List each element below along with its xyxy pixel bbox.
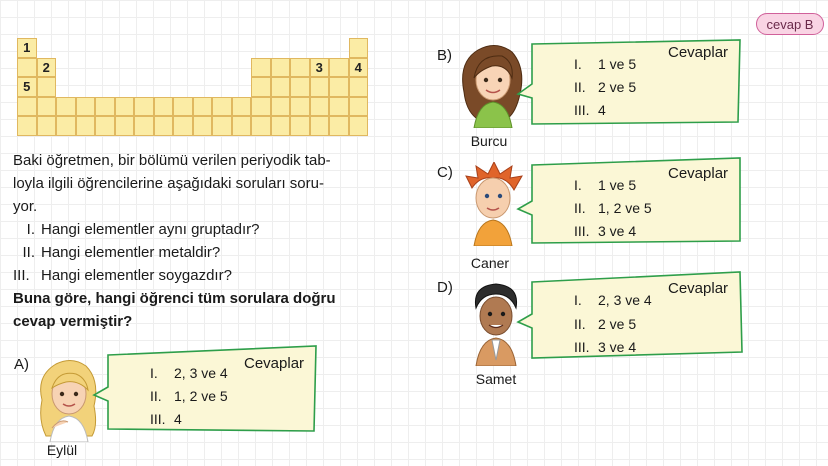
answer-numeral: III. <box>574 102 590 118</box>
bubble-title: Cevaplar <box>244 355 305 372</box>
element-cell <box>349 116 369 136</box>
intro-line: yor. <box>13 198 38 215</box>
element-cell <box>17 58 37 78</box>
answer-text: 1, 2 ve 5 <box>598 200 652 216</box>
element-cell <box>37 97 57 117</box>
answer-text: 1, 2 ve 5 <box>174 388 228 404</box>
element-cell <box>271 97 291 117</box>
answer-row <box>574 79 636 95</box>
question-item <box>13 264 383 287</box>
answer-text: 4 <box>598 102 606 118</box>
answer-numeral: III. <box>574 223 590 239</box>
answer-row <box>150 365 228 381</box>
option-letter-b[interactable]: B) <box>437 47 452 64</box>
answer-row <box>574 102 606 118</box>
element-cell <box>134 97 154 117</box>
answer-numeral: III. <box>574 339 590 355</box>
answer-text: 2, 3 ve 4 <box>174 365 228 381</box>
answer-row <box>574 56 636 72</box>
answer-row <box>574 200 652 216</box>
answer-text: 1 ve 5 <box>598 177 637 193</box>
element-cell <box>115 116 135 136</box>
item-numeral: III. <box>13 267 30 284</box>
periodic-table <box>17 38 368 136</box>
prompt-line: Buna göre, hangi öğrenci tüm sorulara doğru <box>13 290 336 307</box>
student-name-samet: Samet <box>475 371 517 387</box>
element-cell <box>310 97 330 117</box>
element-cell-labeled: 2 <box>37 58 57 78</box>
element-cell <box>232 116 252 136</box>
question-prompt <box>13 287 383 333</box>
element-cell-labeled: 3 <box>310 58 330 78</box>
answer-row <box>150 388 228 404</box>
element-cell <box>37 77 57 97</box>
element-cell <box>115 97 135 117</box>
item-text: Hangi elementler aynı gruptadır? <box>41 221 260 238</box>
answer-text: 3 ve 4 <box>598 339 637 355</box>
element-cell <box>95 97 115 117</box>
element-cell <box>251 58 271 78</box>
answer-row <box>574 339 636 355</box>
element-cell <box>251 97 271 117</box>
answer-numeral: I. <box>574 292 582 308</box>
answer-numeral: III. <box>150 411 166 427</box>
element-cell <box>76 97 96 117</box>
element-cell <box>134 116 154 136</box>
answer-numeral: II. <box>574 200 586 216</box>
answer-text: 1 ve 5 <box>598 56 637 72</box>
answer-bubble-a <box>90 343 320 435</box>
answer-text: 2 ve 5 <box>598 79 637 95</box>
element-cell <box>251 116 271 136</box>
answer-bubble-c <box>514 155 744 247</box>
student-name-caner: Caner <box>470 255 510 271</box>
question-block <box>13 149 383 333</box>
element-cell <box>290 77 310 97</box>
answer-numeral: II. <box>150 388 162 404</box>
question-item <box>13 241 383 264</box>
item-text: Hangi elementler metaldir? <box>41 244 221 261</box>
element-cell <box>329 77 349 97</box>
element-cell <box>173 116 193 136</box>
answer-numeral: II. <box>574 316 586 332</box>
option-letter-d[interactable]: D) <box>437 279 453 296</box>
element-cell <box>271 58 291 78</box>
item-numeral: II. <box>22 244 35 261</box>
bubble-title: Cevaplar <box>668 280 729 297</box>
element-cell <box>17 116 37 136</box>
element-cell <box>271 77 291 97</box>
element-cell <box>56 97 76 117</box>
element-cell <box>349 77 369 97</box>
answer-row <box>574 177 636 193</box>
element-cell <box>56 116 76 136</box>
student-name-burcu: Burcu <box>470 133 508 149</box>
element-cell <box>37 116 57 136</box>
element-cell <box>290 58 310 78</box>
element-cell <box>349 38 369 58</box>
element-cell <box>212 116 232 136</box>
element-cell <box>173 97 193 117</box>
element-cell <box>251 77 271 97</box>
element-cell <box>154 116 174 136</box>
element-cell <box>154 97 174 117</box>
element-cell <box>329 116 349 136</box>
bubble-title: Cevaplar <box>668 165 729 182</box>
element-cell-labeled: 1 <box>17 38 37 58</box>
element-cell <box>310 77 330 97</box>
answer-badge: cevap B <box>756 13 824 35</box>
element-cell <box>232 97 252 117</box>
answer-numeral: I. <box>574 177 582 193</box>
answer-bubble-b <box>514 38 744 130</box>
question-item <box>13 218 383 241</box>
answer-numeral: I. <box>150 365 158 381</box>
intro-line: Baki öğretmen, bir bölümü verilen periyodik tab- <box>13 152 331 169</box>
element-cell <box>76 116 96 136</box>
question-intro <box>13 149 383 218</box>
answer-numeral: I. <box>574 56 582 72</box>
answer-row <box>574 223 636 239</box>
answer-text: 3 ve 4 <box>598 223 637 239</box>
element-cell-labeled: 4 <box>349 58 369 78</box>
element-cell <box>17 97 37 117</box>
option-letter-a[interactable]: A) <box>14 356 29 373</box>
element-cell <box>271 116 291 136</box>
prompt-line: cevap vermiştir? <box>13 313 133 330</box>
answer-text: 4 <box>174 411 182 427</box>
element-cell <box>212 97 232 117</box>
element-cell <box>95 116 115 136</box>
element-cell-labeled: 5 <box>17 77 37 97</box>
answer-text: 2 ve 5 <box>598 316 637 332</box>
bubble-title: Cevaplar <box>668 44 729 61</box>
intro-line: loyla ilgili öğrencilerine aşağıdaki soruları soru- <box>13 175 324 192</box>
element-cell <box>193 97 213 117</box>
answer-row <box>150 411 182 427</box>
element-cell <box>193 116 213 136</box>
answer-numeral: II. <box>574 79 586 95</box>
element-cell <box>290 97 310 117</box>
answer-row <box>574 316 636 332</box>
student-name-eylul: Eylül <box>46 442 78 458</box>
answer-row <box>574 292 652 308</box>
option-letter-c[interactable]: C) <box>437 164 453 181</box>
item-text: Hangi elementler soygazdır? <box>41 267 232 284</box>
element-cell <box>349 97 369 117</box>
element-cell <box>329 97 349 117</box>
item-numeral: I. <box>26 221 35 238</box>
question-items <box>13 218 383 287</box>
element-cell <box>329 58 349 78</box>
answer-bubble-d <box>514 268 744 360</box>
answer-text: 2, 3 ve 4 <box>598 292 652 308</box>
element-cell <box>310 116 330 136</box>
element-cell <box>290 116 310 136</box>
